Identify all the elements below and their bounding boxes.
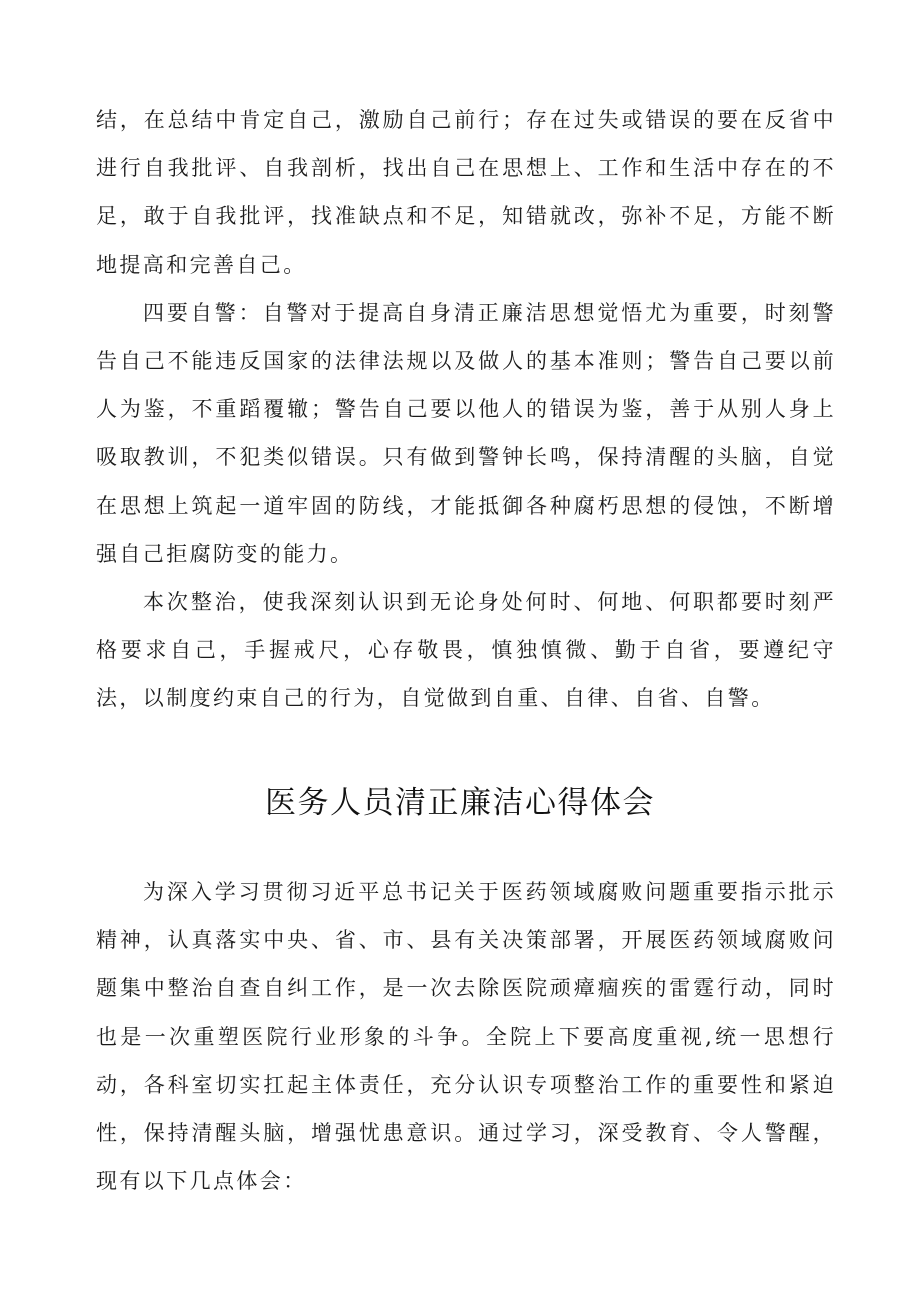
section-title: 医务人员清正廉洁心得体会 bbox=[265, 785, 655, 821]
paragraph-intro: 为深入学习贯彻习近平总书记关于医药领域腐败问题重要指示批示精神，认真落实中央、省、市、县有关决策部署，开展医药领域腐败问题集中整治自查自纠工作，是一次去除医院顽瘴痼疾的雷霆行动，同时也是一次重塑医院行业形象的斗争。全院上下要高度重视,统一思想行动，各科室切实扛起主体责任，充分认识专项整治工作的重要性和紧迫性，保持清醒头脑，增强忧患意识。通过学习，深受教育、令人警醒，现有以下几点体会： bbox=[96, 880, 836, 1194]
paragraph-self-alert: 四要自警：自警对于提高自身清正廉洁思想觉悟尤为重要，时刻警告自己不能违反国家的法律法规以及做人的基本准则；警告自己要以前人为鉴，不重蹈覆辙；警告自己要以他人的错误为鉴，善于从别人身上吸取教训，不犯类似错误。只有做到警钟长鸣，保持清醒的头脑，自觉在思想上筑起一道牢固的防线，才能抵御各种腐朽思想的侵蚀，不断增强自己拒腐防变的能力。 bbox=[96, 300, 836, 566]
body-text-bottom bbox=[96, 868, 836, 1205]
body-text-top bbox=[96, 96, 836, 723]
continuation-paragraph: 结，在总结中肯定自己，激励自己前行；存在过失或错误的要在反省中进行自我批评、自我剖析，找出自己在思想上、工作和生活中存在的不足，敢于自我批评，找准缺点和不足，知错就改，弥补不足，方能不断地提高和完善自己。 bbox=[96, 108, 836, 277]
paragraph-conclusion: 本次整治，使我深刻认识到无论身处何时、何地、何职都要时刻严格要求自己，手握戒尺，心存敬畏，慎独慎微、勤于自省，要遵纪守法，以制度约束自己的行为，自觉做到自重、自律、自省、自警。 bbox=[96, 590, 836, 711]
